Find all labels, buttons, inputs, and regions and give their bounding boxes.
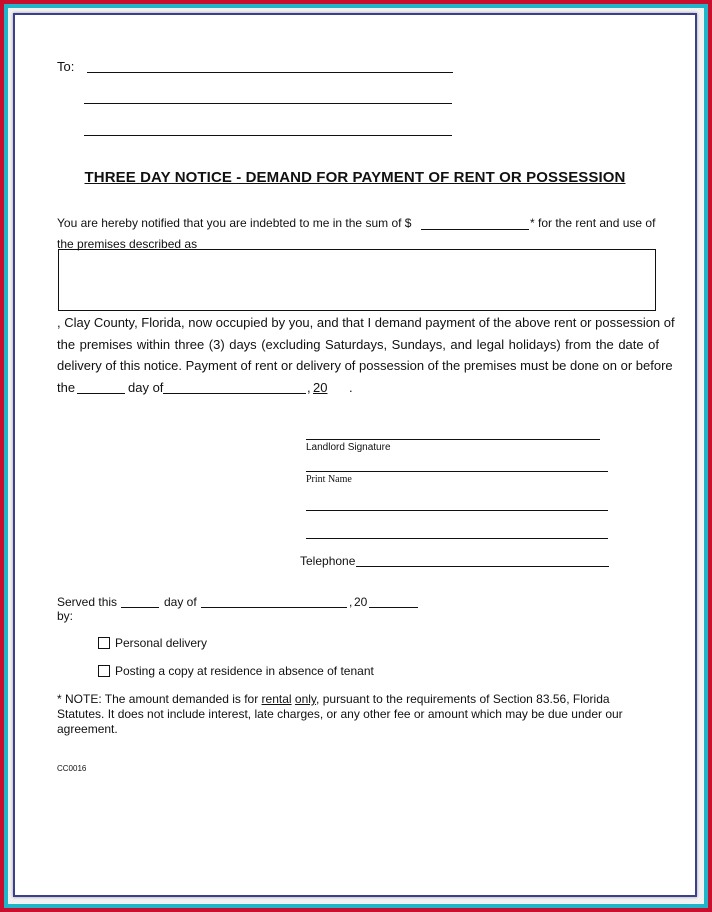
intro-line-1b: * for the rent and use of [530,216,656,230]
served-year: 20 [354,595,368,609]
served-month-line[interactable] [201,607,347,608]
form-code: CC0016 [57,764,87,773]
print-name-line[interactable] [306,471,608,472]
posting-copy-label: Posting a copy at residence in absence of tenant [115,664,374,678]
premises-description-box[interactable] [58,249,656,311]
served-day-line[interactable] [121,607,159,608]
telephone-label: Telephone [300,554,356,568]
landlord-signature-line[interactable] [306,439,600,440]
posting-copy-checkbox[interactable] [98,665,110,677]
to-line-1[interactable] [87,72,453,73]
note-only: only [294,692,317,706]
served-by-label: by: [57,609,74,623]
page-title: THREE DAY NOTICE - DEMAND FOR PAYMENT OF RENT OR POSSESSION [84,169,626,186]
notice-page: To: THREE DAY NOTICE - DEMAND FOR PAYMENT OF RENT OR POSSESSION You are hereby notified that you are indebted to me in the sum of $ * for the rent and use of the premises described as , Clay County, Florida, now occupied by you, and that I demand payment of the above rent or possession of the premises within three (3) days (excluding Saturdays, Sundays, and legal holidays) from the date of delivery of this notice. Payment of rent or delivery of possession of the premises must be done on or before the day of , 20 . Landlord Signature Print Name Telephone Served this day of , 20 by: Personal delivery Posting a copy at residence in absence of tenant * NOTE: The amount demanded is for rental only, pursuant to the requirements of Section 83.56, Florida Statutes. It does not include interest, late charges, or any other fee or amount which may be due under our agreement. CC0016 [13,13,697,897]
personal-delivery-checkbox[interactable] [98,637,110,649]
telephone-line[interactable] [356,566,609,567]
address-line-2[interactable] [306,538,608,539]
note-line-2: Statutes. It does not include interest, late charges, or any other fee or amount which may be due under our [57,707,623,721]
paragraph-line-3: delivery of this notice. Payment of rent or delivery of possession of the premises must be done on or before [57,358,673,373]
intro-line-1a: You are hereby notified that you are indebted to me in the sum of $ [57,216,412,230]
deadline-year: 20 [313,380,328,395]
note-line-3: agreement. [57,722,118,736]
note-rental: rental [261,692,292,706]
served-day-of-label: day of [164,595,197,609]
address-line-1[interactable] [306,510,608,511]
served-this-label: Served this [57,595,118,609]
paragraph-period: . [349,380,353,395]
paragraph-day-of: day of [128,380,164,395]
deadline-month-line[interactable] [163,393,306,394]
note-line-1: * NOTE: The amount demanded is for rental only, pursuant to the requirements of Section 83.56, Florida [57,692,610,706]
paragraph-line-2: the premises within three (3) days (excluding Saturdays, Sundays, and legal holidays) from the date of [57,337,659,352]
paragraph-the: the [57,380,76,395]
personal-delivery-label: Personal delivery [115,636,208,650]
paragraph-line-1: , Clay County, Florida, now occupied by you, and that I demand payment of the above rent or possession of [57,315,675,330]
to-line-2[interactable] [84,103,452,104]
served-year-line[interactable] [369,607,418,608]
deadline-day-line[interactable] [77,393,125,394]
landlord-signature-label: Landlord Signature [306,442,391,453]
amount-line[interactable] [421,229,529,230]
to-line-3[interactable] [84,135,452,136]
to-label: To: [57,59,75,74]
intro-line-2: the premises described as [57,237,198,251]
print-name-label: Print Name [306,474,352,485]
